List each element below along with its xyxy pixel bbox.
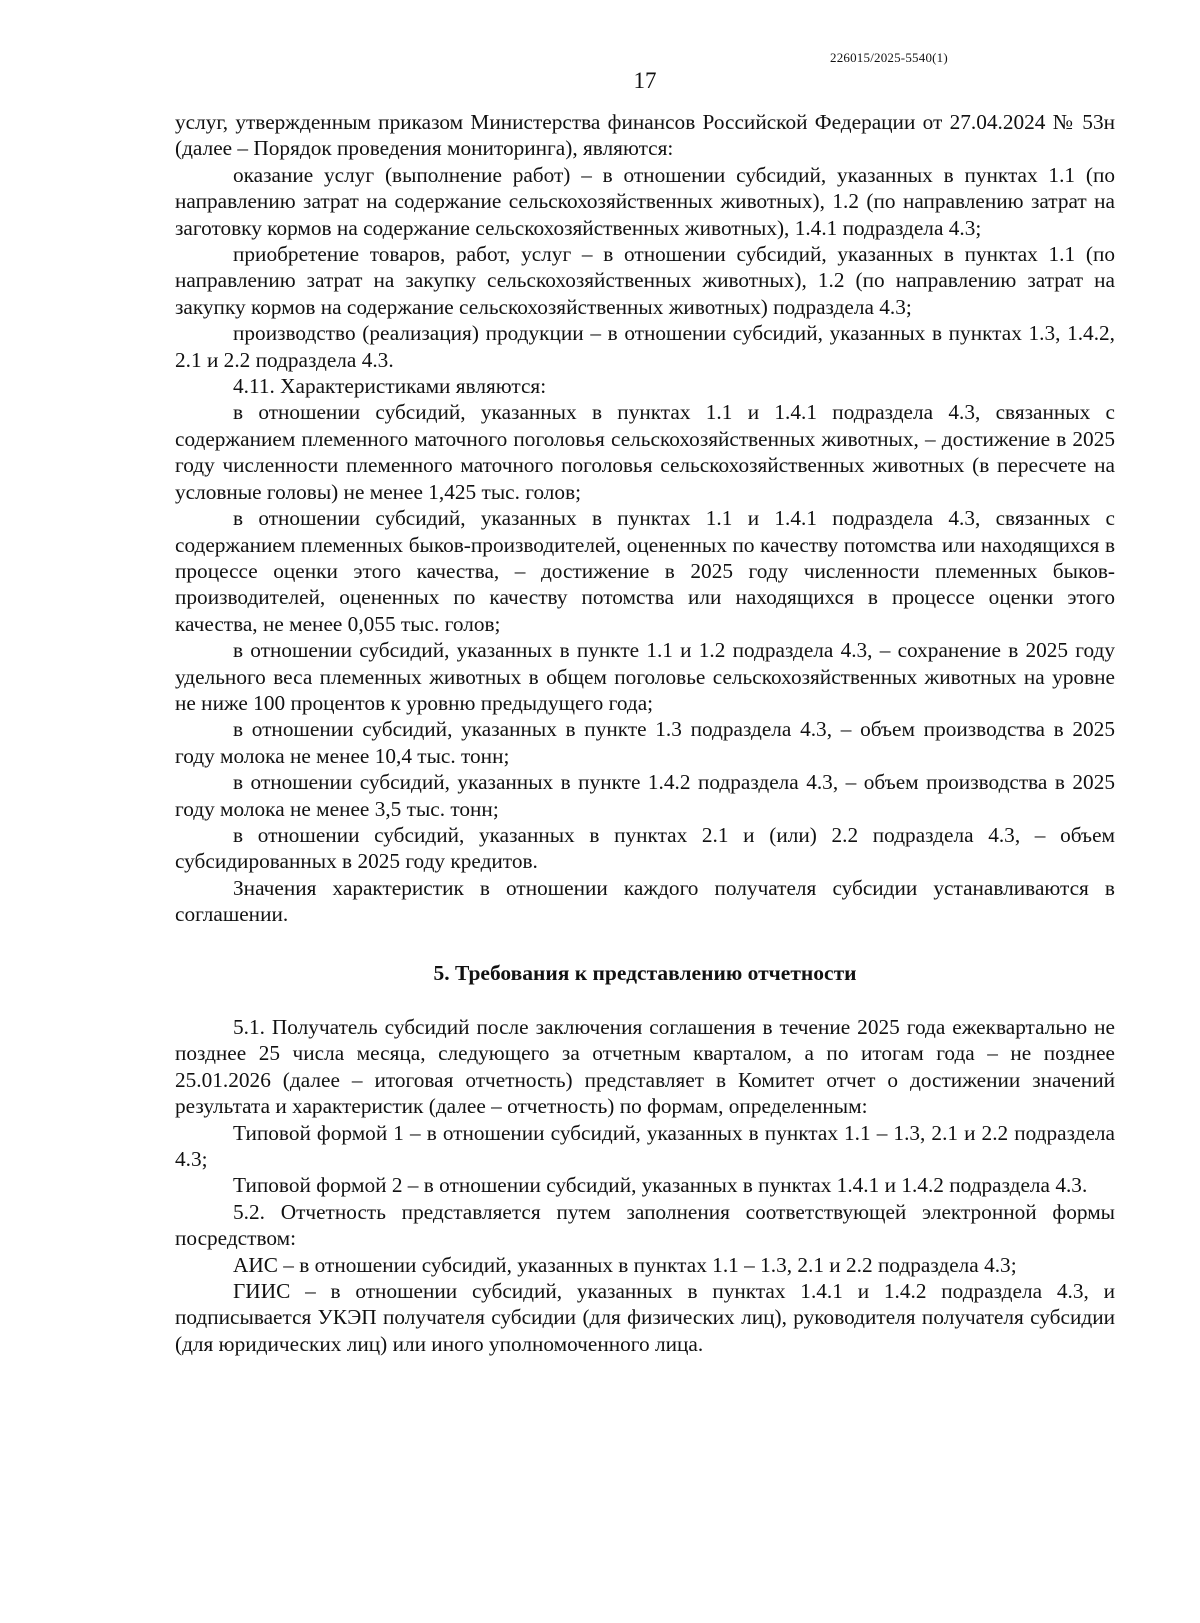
paragraph: в отношении субсидий, указанных в пунктах 1.1 и 1.4.1 подраздела 4.3, связанных с содержанием племенных быков-производителей, оцененных по качеству потомства или находящихся в процессе оценки этого качества, – достижение в 2025 году численности племенных быков-производителей, оцененных по качеству потомства или находящихся в процессе оценки этого качества, не менее 0,055 тыс. голов; (175, 506, 1115, 636)
document-id: 226015/2025-5540(1) (830, 50, 948, 65)
paragraph: оказание услуг (выполнение работ) – в отношении субсидий, указанных в пунктах 1.1 (по направлению затрат на содержание сельскохозяйственных животных), 1.2 (по направлению затрат на заготовку кормов на содержание сельскохозяйственных животных), 1.4.1 подраздела 4.3; (175, 162, 1115, 240)
paragraph: Значения характеристик в отношении каждого получателя субсидии устанавливаются в соглашении. (175, 875, 1115, 927)
paragraph: ГИИС – в отношении субсидий, указанных в пунктах 1.4.1 и 1.4.2 подраздела 4.3, и подписывается УКЭП получателя субсидии (для физических лиц), руководителя получателя субсидии (для юридических лиц) или иного уполномоченного лица. (175, 1279, 1115, 1356)
document-body (175, 109, 1115, 1357)
page-number: 17 (633, 68, 657, 93)
section-heading: 5. Требования к представлению отчетности (433, 960, 857, 985)
paragraph: в отношении субсидий, указанных в пункте 1.1 и 1.2 подраздела 4.3, – сохранение в 2025 году удельного веса племенных животных в общем поголовье сельскохозяйственных животных на уровне не ниже 100 процентов к уровню предыдущего года; (175, 638, 1115, 715)
paragraph: в отношении субсидий, указанных в пункте 1.3 подраздела 4.3, – объем производства в 2025 году молока не менее 10,4 тыс. тонн; (175, 717, 1115, 768)
paragraph: услуг, утвержденным приказом Министерства финансов Российской Федерации от 27.04.2024 № 53н (далее – Порядок проведения мониторинга), являются: (175, 110, 1115, 161)
paragraph: производство (реализация) продукции – в отношении субсидий, указанных в пунктах 1.3, 1.4.2, 2.1 и 2.2 подраздела 4.3. (175, 321, 1115, 372)
paragraph: в отношении субсидий, указанных в пункте 1.4.2 подраздела 4.3, – объем производства в 2025 году молока не менее 3,5 тыс. тонн; (175, 770, 1115, 821)
paragraph: в отношении субсидий, указанных в пунктах 2.1 и (или) 2.2 подраздела 4.3, – объем субсидированных в 2025 году кредитов. (175, 822, 1115, 874)
paragraph: 4.11. Характеристиками являются: (233, 374, 547, 399)
paragraph: Типовой формой 1 – в отношении субсидий, указанных в пунктах 1.1 – 1.3, 2.1 и 2.2 подраздела 4.3; (175, 1120, 1115, 1172)
paragraph: 5.2. Отчетность представляется путем заполнения соответствующей электронной формы посредством: (175, 1199, 1115, 1251)
paragraph: АИС – в отношении субсидий, указанных в пунктах 1.1 – 1.3, 2.1 и 2.2 подраздела 4.3; (233, 1252, 1017, 1277)
paragraph: 5.1. Получатель субсидий после заключения соглашения в течение 2025 года ежеквартально не позднее 25 числа месяца, следующего за отчетным кварталом, а по итогам года – не позднее 25.01.2026 (далее – итоговая отчетность) представляет в Комитет отчет о достижении значений результата и характеристик (далее – отчетность) по формам, определенным: (175, 1015, 1115, 1119)
paragraph: в отношении субсидий, указанных в пунктах 1.1 и 1.4.1 подраздела 4.3, связанных с содержанием племенного маточного поголовья сельскохозяйственных животных, – достижение в 2025 году численности племенного маточного поголовья сельскохозяйственных животных (в пересчете на условные головы) не менее 1,425 тыс. голов; (175, 400, 1115, 504)
paragraph: приобретение товаров, работ, услуг – в отношении субсидий, указанных в пунктах 1.1 (по направлению затрат на закупку сельскохозяйственных животных), 1.2 (по направлению затрат на закупку кормов на содержание сельскохозяйственных животных) подраздела 4.3; (175, 242, 1115, 319)
paragraph: Типовой формой 2 – в отношении субсидий, указанных в пунктах 1.4.1 и 1.4.2 подраздела 4.3. (233, 1173, 1088, 1198)
